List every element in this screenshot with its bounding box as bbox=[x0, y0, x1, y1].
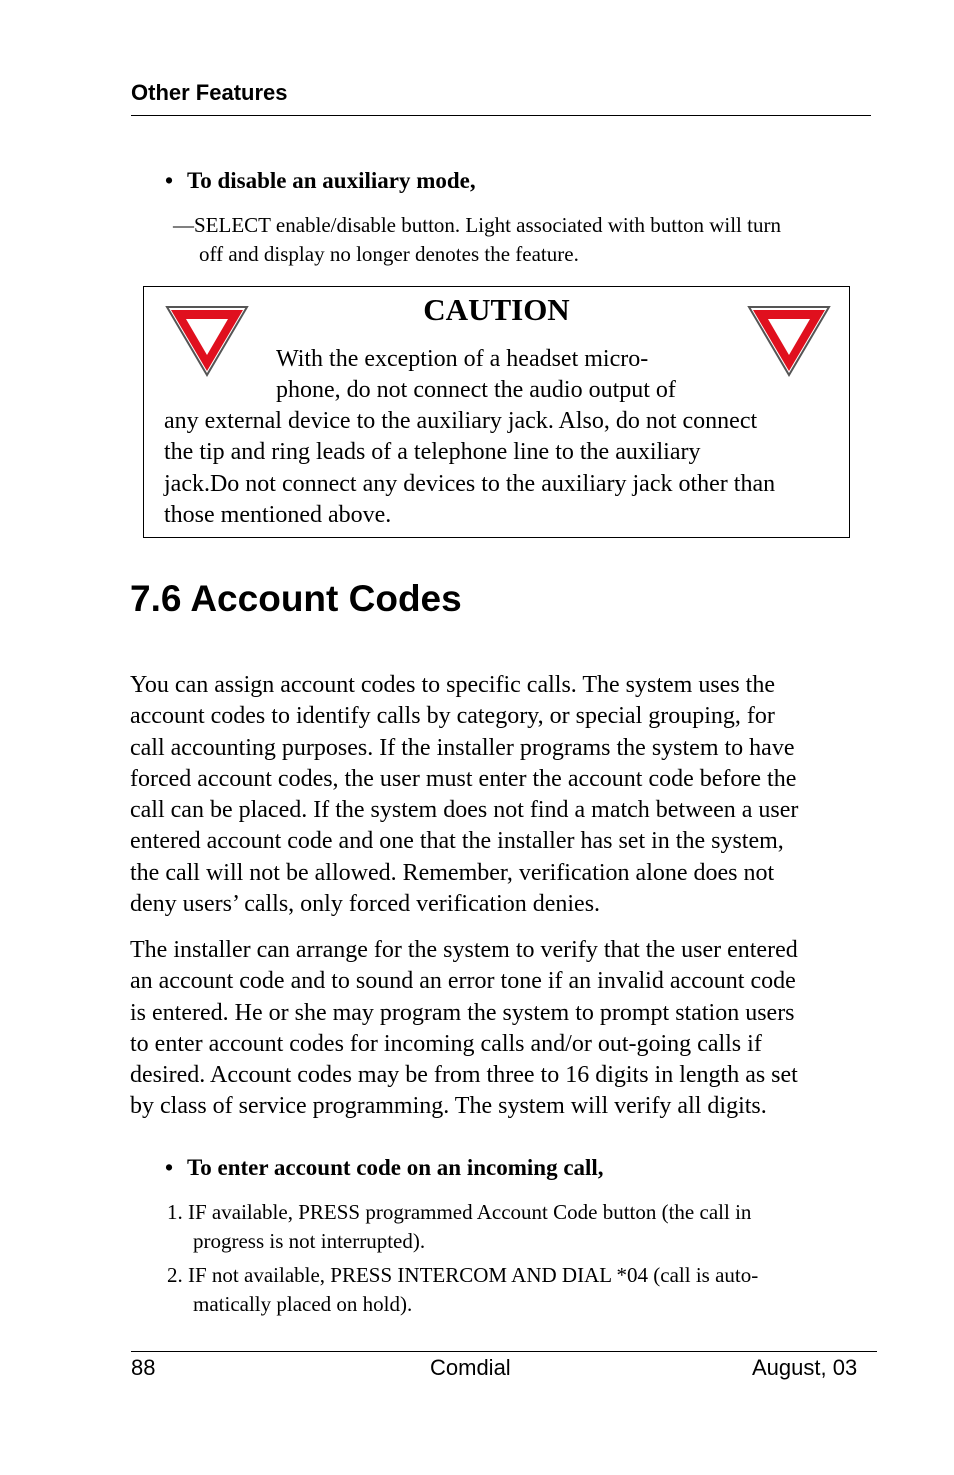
numbered-step bbox=[167, 1261, 758, 1319]
step-line: matically placed on hold). bbox=[193, 1292, 413, 1316]
header-rule bbox=[131, 115, 871, 116]
numbered-step bbox=[167, 1198, 751, 1256]
paragraph-line: The installer can arrange for the system to verify that the user entered bbox=[130, 937, 798, 963]
yield-warning-icon bbox=[747, 305, 831, 377]
bullet-heading-incoming bbox=[165, 1155, 604, 1181]
paragraph-line: account codes to identify calls by category, or special grouping, for bbox=[130, 703, 775, 730]
footer-company: Comdial bbox=[430, 1355, 511, 1380]
caution-title: CAUTION bbox=[423, 292, 570, 327]
paragraph-line: deny users’ calls, only forced verification denies. bbox=[130, 891, 601, 918]
caution-text-line: With the exception of a headset micro- bbox=[276, 346, 649, 372]
body-paragraph bbox=[130, 670, 798, 920]
caution-text-line: jack.Do not connect any devices to the auxiliary jack other than bbox=[164, 471, 776, 497]
paragraph-line: an account code and to sound an error tone if an invalid account code bbox=[130, 968, 796, 995]
bullet-heading-disable-aux bbox=[165, 168, 476, 194]
step-line: 1. IF available, PRESS programmed Account Code button (the call in bbox=[167, 1200, 752, 1224]
paragraph-line: You can assign account codes to specific calls. The system uses the bbox=[130, 672, 775, 698]
caution-box bbox=[143, 286, 850, 538]
caution-text-line: phone, do not connect the audio output of bbox=[276, 377, 676, 403]
bullet-dot: • bbox=[165, 1155, 174, 1180]
caution-text-line: any external device to the auxiliary jack. Also, do not connect bbox=[164, 408, 758, 434]
bullet-dot: • bbox=[165, 168, 174, 193]
paragraph-line: to enter account codes for incoming calls and/or out-going calls if bbox=[130, 1030, 762, 1057]
yield-warning-icon bbox=[165, 305, 249, 377]
paragraph-line: by class of service programming. The system will verify all digits. bbox=[130, 1093, 767, 1120]
caution-text-line: the tip and ring leads of a telephone line to the auxiliary bbox=[164, 439, 701, 465]
caution-text-line: those mentioned above. bbox=[164, 502, 392, 528]
step-line: 2. IF not available, PRESS INTERCOM AND DIAL *04 (call is auto- bbox=[167, 1263, 759, 1287]
bullet-heading-text: To disable an auxiliary mode, bbox=[187, 168, 476, 193]
footer-rule bbox=[131, 1351, 877, 1352]
paragraph-line: is entered. He or she may program the system to prompt station users bbox=[130, 999, 795, 1026]
bullet-heading-text: To enter account code on an incoming call, bbox=[187, 1155, 604, 1180]
paragraph-line: desired. Account codes may be from three to 16 digits in length as set bbox=[130, 1062, 798, 1089]
running-header: Other Features bbox=[131, 80, 288, 105]
section-heading: 7.6 Account Codes bbox=[130, 578, 462, 619]
step-line: progress is not interrupted). bbox=[193, 1229, 426, 1253]
paragraph-line: call accounting purposes. If the installer programs the system to have bbox=[130, 734, 795, 761]
paragraph-line: entered account code and one that the installer has set in the system, bbox=[130, 828, 784, 855]
paragraph-line: forced account codes, the user must enter the account code before the bbox=[130, 765, 797, 792]
disable-aux-step bbox=[173, 211, 873, 269]
page-number: 88 bbox=[131, 1355, 156, 1380]
disable-aux-step-line: off and display no longer denotes the feature. bbox=[199, 242, 579, 266]
disable-aux-step-line: —SELECT enable/disable button. Light associated with button will turn bbox=[173, 213, 781, 237]
body-paragraph bbox=[130, 935, 798, 1123]
footer-date: August, 03 bbox=[752, 1355, 858, 1380]
paragraph-line: call can be placed. If the system does not find a match between a user bbox=[130, 797, 799, 824]
paragraph-line: the call will not be allowed. Remember, verification alone does not bbox=[130, 859, 775, 886]
